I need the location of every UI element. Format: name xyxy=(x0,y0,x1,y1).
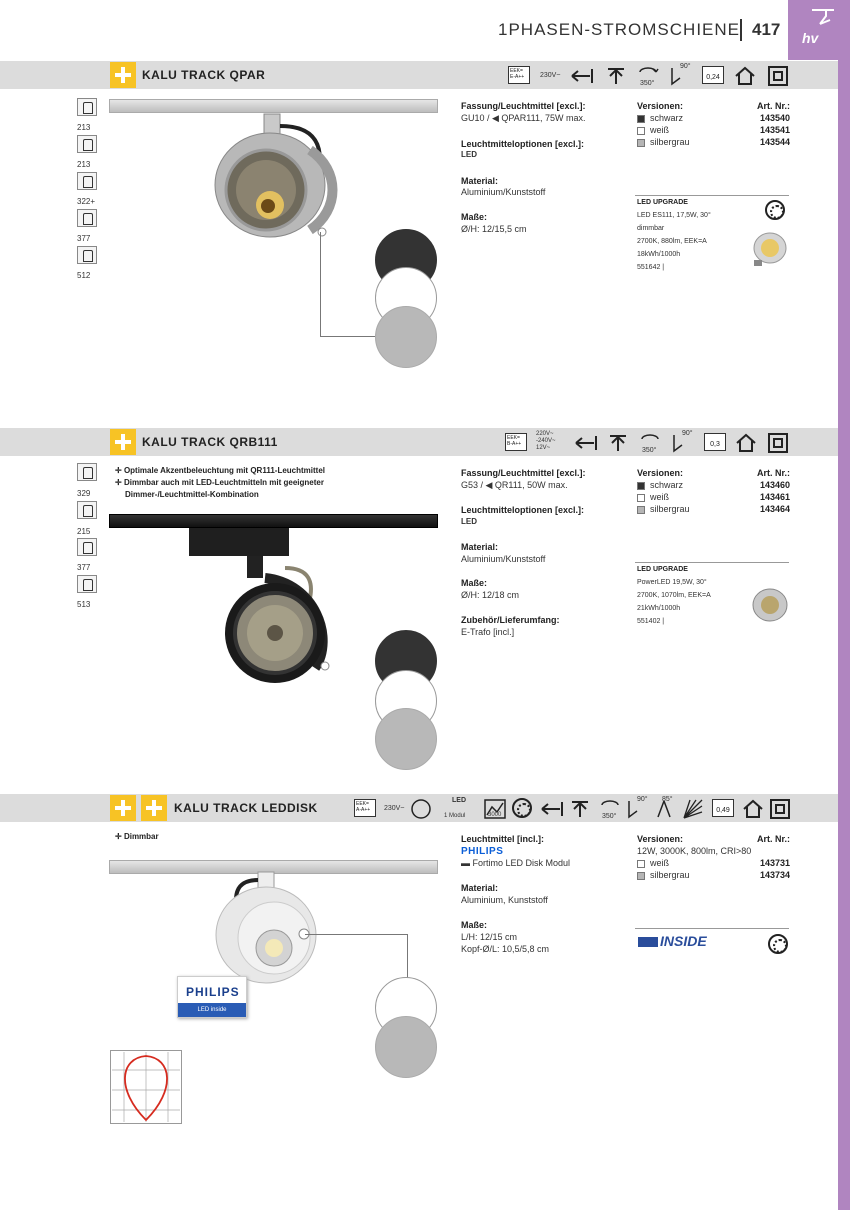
feature-bullet: ✛ Dimmbar auch mit LED-Leuchtmitteln mit geeigneter xyxy=(115,478,324,487)
version-art: 143544 xyxy=(759,137,790,147)
version-swatch xyxy=(637,506,645,514)
masse-label: Maße: xyxy=(461,212,488,222)
track-adapter-icon xyxy=(574,434,598,452)
fassung-label: Fassung/Leuchtmittel [excl.]: xyxy=(461,101,586,111)
section-title: KALU TRACK QRB111 xyxy=(142,435,278,449)
version-swatch xyxy=(637,494,645,502)
rotation-icon xyxy=(636,64,660,78)
material-label: Material: xyxy=(461,883,499,893)
fassung-value: GU10 / ◀ QPAR111, 75W max. xyxy=(461,113,586,123)
side-number: 213 xyxy=(77,160,91,169)
version-name: silbergrau xyxy=(650,137,690,147)
masse-label: Maße: xyxy=(461,920,488,930)
led-text: LED xyxy=(452,797,466,804)
section-bar-leddisk xyxy=(0,794,838,822)
versions-label: Versionen: xyxy=(637,101,684,111)
side-number: 329 xyxy=(77,489,91,498)
rotate-up-icon xyxy=(606,67,626,85)
color-swatch-silver xyxy=(375,306,437,368)
fassung-value: G53 / ◀ QR111, 50W max. xyxy=(461,480,568,490)
hv-label: hv xyxy=(802,30,819,46)
tilt-angle: 90° xyxy=(682,430,693,437)
tilt-angle: 90° xyxy=(680,63,691,70)
rotate-up-icon xyxy=(608,434,628,452)
hv-spot-icon xyxy=(77,209,97,227)
dimmable-icon xyxy=(768,934,788,954)
dimmable-icon xyxy=(765,200,785,220)
version-name: weiß xyxy=(650,492,670,502)
version-art: 143540 xyxy=(759,113,790,123)
feature-text: Optimale Akzentbeleuchtung mit QR111-Leuchtmittel xyxy=(123,466,326,475)
leuchtmittel-label: Leuchtmittel [incl.]: xyxy=(461,834,544,844)
plus-icon xyxy=(110,62,136,88)
house-icon xyxy=(735,433,757,453)
ledinside-divider xyxy=(635,928,789,929)
kalu-leddisk-product-image xyxy=(200,870,330,990)
weight-icon: 0,24 xyxy=(702,66,724,84)
led-inside-label: INSIDE xyxy=(660,933,707,949)
feature-text: Dimmbar auch mit LED-Leuchtmitteln mit geeigneter xyxy=(123,478,324,487)
upgrade-line: LED ES111, 17,5W, 30° xyxy=(637,212,711,219)
track-rail xyxy=(109,514,438,528)
upgrade-line: 18kWh/1000h xyxy=(637,251,681,258)
upgrade-line: 2700K, 1070lm, EEK=A xyxy=(637,592,711,599)
upgrade-line: PowerLED 19,5W, 30° xyxy=(637,579,707,586)
version-art: 143460 xyxy=(759,480,790,490)
version-name: silbergrau xyxy=(650,504,690,514)
protection-class-icon xyxy=(768,66,788,86)
upgrade-divider xyxy=(635,562,789,563)
ceiling-lamp-icon xyxy=(77,98,97,116)
art-label: Art. Nr.: xyxy=(756,468,790,478)
rotation-angle: 350° xyxy=(642,447,657,454)
side-number: 215 xyxy=(77,527,91,536)
leuchtmittel-value: ▬ Fortimo LED Disk Modul xyxy=(461,858,571,868)
tilt-angle: 90° xyxy=(637,796,648,803)
version-swatch xyxy=(637,482,645,490)
zubehoer-value: E-Trafo [incl.] xyxy=(461,627,515,637)
track-adapter-icon xyxy=(570,67,594,85)
energy-label-icon: EEK= A-A++ xyxy=(354,799,376,817)
protection-class-icon xyxy=(770,799,790,819)
section-title: KALU TRACK LEDDISK xyxy=(174,801,318,815)
page-header-title: 1PHASEN-STROMSCHIENE xyxy=(498,20,740,39)
versions-label: Versionen: xyxy=(637,834,684,844)
cct-text: 3000 xyxy=(488,812,502,818)
section-bar-qpar xyxy=(0,61,838,89)
house-icon xyxy=(742,799,764,819)
plus-icon xyxy=(110,795,136,821)
rotation-angle: 350° xyxy=(602,813,617,820)
leader-line xyxy=(320,336,376,337)
dimmable-icon xyxy=(512,798,532,818)
house-icon xyxy=(734,66,756,86)
track-adapter-icon xyxy=(540,800,564,818)
version-name: silbergrau xyxy=(650,870,690,880)
masse-value: L/H: 12/15 cm xyxy=(461,932,518,942)
art-label: Art. Nr.: xyxy=(756,834,790,844)
version-art: 143734 xyxy=(759,870,790,880)
version-swatch xyxy=(637,139,645,147)
track-spot-icon xyxy=(808,6,838,28)
kalu-qrb111-product-image xyxy=(185,528,345,693)
version-swatch xyxy=(637,115,645,123)
material-value: Aluminium, Kunststoff xyxy=(461,895,548,905)
side-number: 377 xyxy=(77,234,91,243)
leader-line xyxy=(305,934,407,935)
version-swatch xyxy=(637,860,645,868)
plus-icon xyxy=(110,429,136,455)
pendant-icon xyxy=(77,501,97,519)
led-option: LED xyxy=(461,150,477,159)
upgrade-line: 21kWh/1000h xyxy=(637,605,681,612)
version-swatch xyxy=(637,127,645,135)
version-name: schwarz xyxy=(650,480,684,490)
feature-text: Dimmbar xyxy=(123,832,159,841)
version-art: 143461 xyxy=(759,492,790,502)
voltage-text: 220V~ -240V~ 12V~ xyxy=(536,431,556,451)
upgrade-line: 551402 | xyxy=(637,618,665,625)
adapter-icon xyxy=(77,575,97,593)
version-name: weiß xyxy=(650,858,670,868)
rotation-icon xyxy=(598,797,622,811)
version-swatch xyxy=(637,872,645,880)
versions-label: Versionen: xyxy=(637,468,684,478)
hv-side-strip xyxy=(838,60,850,1210)
options-label: Leuchtmitteloptionen [excl.]: xyxy=(461,139,585,149)
philips-led-inside-badge xyxy=(177,976,247,1018)
feature-text: Dimmer-/Leuchtmittel-Kombination xyxy=(125,490,259,499)
side-number: 512 xyxy=(77,271,91,280)
cover-icon xyxy=(77,463,97,481)
upgrade-line: 2700K, 880lm, EEK=A xyxy=(637,238,707,245)
led-driver-icon xyxy=(410,799,432,819)
section-title: KALU TRACK QPAR xyxy=(142,68,266,82)
badge-brand: PHILIPS xyxy=(186,985,240,999)
masse-value: Kopf-Ø/L: 10,5/5,8 cm xyxy=(461,944,550,954)
color-swatch-silver xyxy=(375,708,437,770)
version-name: schwarz xyxy=(650,113,684,123)
kalu-qpar-product-image xyxy=(200,110,360,250)
led-bulb-image xyxy=(748,230,790,270)
hv-chapter-tab xyxy=(788,0,850,60)
version-art: 143464 xyxy=(759,504,790,514)
rotation-angle: 350° xyxy=(640,80,655,87)
philips-logo: PHILIPS xyxy=(461,846,504,857)
section-bar-qrb111 xyxy=(0,428,838,456)
radial-icon xyxy=(682,798,704,820)
side-number: 322+ xyxy=(77,197,96,206)
rotate-up-icon xyxy=(570,800,590,818)
adapter-icon xyxy=(77,246,97,264)
feature-bullet: ✛ Dimmbar xyxy=(115,832,159,841)
plus-icon xyxy=(141,795,167,821)
led-logo-icon xyxy=(637,935,659,949)
fassung-label: Fassung/Leuchtmittel [excl.]: xyxy=(461,468,586,478)
versions-header: 12W, 3000K, 800lm, CRI>80 xyxy=(637,846,752,856)
version-name: weiß xyxy=(650,125,670,135)
hv-spot-icon xyxy=(77,538,97,556)
leuchtmittel-text: Fortimo LED Disk Modul xyxy=(472,858,571,868)
upgrade-line: 551642 | xyxy=(637,264,665,271)
upgrade-line: dimmbar xyxy=(637,225,665,232)
version-art: 143541 xyxy=(759,125,790,135)
energy-label-icon: EEK= B-A++ xyxy=(505,433,527,451)
upgrade-title: LED UPGRADE xyxy=(637,199,688,206)
light-distribution-diagram xyxy=(110,1050,182,1124)
energy-label-icon: EEK= E-A++ xyxy=(508,66,530,84)
side-number: 213 xyxy=(77,123,91,132)
rotation-icon xyxy=(638,431,662,445)
beam-angle: 85° xyxy=(662,796,673,803)
leader-line xyxy=(407,934,408,978)
pendant-icon xyxy=(77,135,97,153)
masse-value: Ø/H: 12/18 cm xyxy=(461,590,520,600)
material-value: Aluminium/Kunststoff xyxy=(461,554,546,564)
module-text: 1 Modul xyxy=(444,813,466,819)
side-number: 377 xyxy=(77,563,91,572)
weight-icon: 0,3 xyxy=(704,433,726,451)
header-separator xyxy=(740,19,742,41)
options-label: Leuchtmitteloptionen [excl.]: xyxy=(461,505,585,515)
side-number: 513 xyxy=(77,600,91,609)
zubehoer-label: Zubehör/Lieferumfang: xyxy=(461,615,560,625)
voltage-text: 230V~ xyxy=(384,805,405,812)
badge-sub: LED inside xyxy=(178,1003,246,1017)
weight-icon: 0,49 xyxy=(712,799,734,817)
feature-bullet: ✛ Optimale Akzentbeleuchtung mit QR111-Leuchtmittel xyxy=(115,466,326,475)
masse-label: Maße: xyxy=(461,578,488,588)
material-label: Material: xyxy=(461,176,499,186)
material-value: Aluminium/Kunststoff xyxy=(461,187,546,197)
color-swatch-silver xyxy=(375,1016,437,1078)
upgrade-divider xyxy=(635,195,789,196)
leader-line xyxy=(320,232,321,336)
led-option: LED xyxy=(461,517,477,526)
masse-value: Ø/H: 12/15,5 cm xyxy=(461,224,527,234)
cover-icon xyxy=(77,172,97,190)
upgrade-title: LED UPGRADE xyxy=(637,566,688,573)
voltage-text: 230V~ xyxy=(540,72,561,79)
protection-class-icon xyxy=(768,433,788,453)
material-label: Material: xyxy=(461,542,499,552)
powerled-image xyxy=(748,585,790,625)
art-label: Art. Nr.: xyxy=(756,101,790,111)
version-art: 143731 xyxy=(759,858,790,868)
page-number: 417 xyxy=(752,20,781,39)
